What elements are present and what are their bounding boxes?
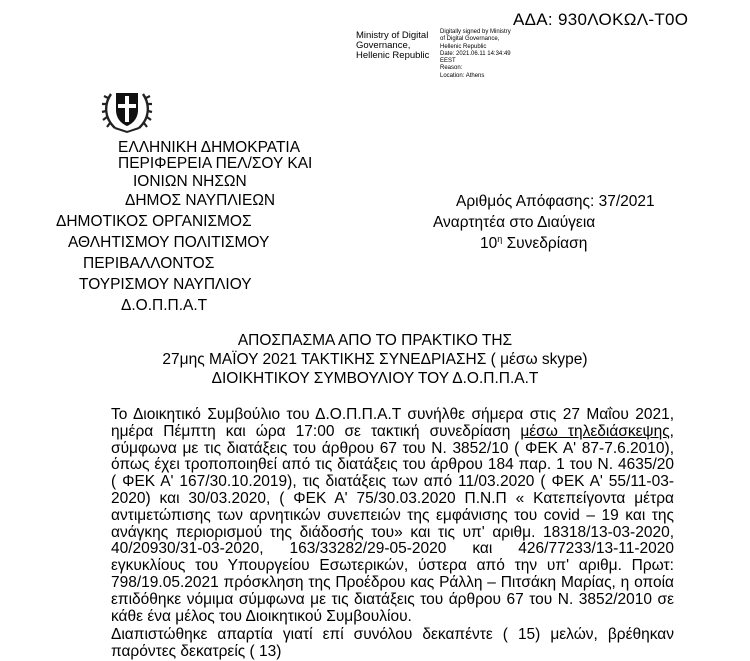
extract-title-line-2: 27μης ΜΑΪΟΥ 2021 ΤΑΚΤΙΚΗΣ ΣΥΝΕΔΡΙΑΣΗΣ ( μέσω skype) xyxy=(162,351,588,368)
signature-authority xyxy=(356,31,429,61)
signature-authority-line: Hellenic Republic xyxy=(356,50,430,61)
signature-detail-line: Reason: xyxy=(440,65,463,72)
header-line: ΤΟΥΡΙΣΜΟΥ ΝΑΥΠΛΙΟΥ xyxy=(79,276,252,293)
header-line: ΙΟΝΙΩΝ ΝΗΣΩΝ xyxy=(133,173,247,190)
header-line: ΔΗΜΟΤΙΚΟΣ ΟΡΓΑΝΙΣΜΟΣ xyxy=(56,213,252,230)
signature-detail-line: Date: 2021.06.11 14:34:49 xyxy=(440,50,511,57)
header-line: ΔΗΜΟΣ ΝΑΥΠΛΙΕΩΝ xyxy=(125,192,276,209)
signature-detail-line: Location: Athens xyxy=(440,72,485,79)
header-line: ΠΕΡΙΦΕΡΕΙΑ ΠΕΛ/ΣΟΥ ΚΑΙ xyxy=(118,155,313,172)
teleconference-text: μέσω τηλεδιάσκεψης, xyxy=(520,422,674,440)
minutes-paragraph-2: Διαπιστώθηκε απαρτία γιατί επί συνόλου δεκαπέντε ( 15) μελών, βρέθηκαν παρόντες δεκατρείς ( 13) xyxy=(111,626,674,661)
ada-code: ΑΔΑ: 930ΛΟΚΩΛ-Τ0Ο xyxy=(513,10,689,29)
greek-emblem-icon xyxy=(101,86,153,134)
session-number xyxy=(480,234,587,253)
signature-detail-line: Digitally signed by Ministry xyxy=(440,29,511,35)
minutes-body xyxy=(111,407,674,661)
header-line: Δ.Ο.Π.Π.Α.Τ xyxy=(121,297,208,314)
signature-detail-line: EEST xyxy=(440,58,456,65)
signature-detail-line: of Digital Governance, xyxy=(440,36,500,43)
extract-title-line-3: ΔΙΟΙΚΗΤΙΚΟΥ ΣΥΜΒΟΥΛΙΟΥ ΤΟΥ Δ.Ο.Π.Π.Α.Τ xyxy=(211,370,539,387)
session-ordinal-suffix: η xyxy=(497,233,503,244)
header-line: ΕΛΛΗΝΙΚΗ ΔΗΜΟΚΡΑΤΙΑ xyxy=(118,139,301,156)
paragraph-text: σύμφωνα με τις διατάξεις του άρθρου 67 του Ν. 3852/10 ( ΦΕΚ Α' 87-7.6.2010), όπως έχει τροποποιηθεί από τις διατάξεις του άρθρου 184 παρ. 1 του Ν. 4635/20 ( ΦΕΚ Α' 167/30.10.2019), τις διατάξεις των από 11/03.2020 ( ΦΕΚ Α' 55/11-03-2020) και 30/03.2020, ( ΦΕΚ Α' 75/30.03.2020 Π.Ν.Π « Κατεπείγοντα μέτρα αντιμετώπισης των αρνητικών συνεπειών της εμφάνισης του covid – 19 και της ανάγκης περιορισμού της διάδοσής του» και τις υπ' αριθμ. 18318/13-03-2020, 40/20930/31-03-2020, 163/33282/29-05-2020 και 426/77233/13-11-2020 εγκυκλίους του Υπουργείου Εσωτερικών, ύστερα από την υπ' αριθμ. Πρωτ: 798/19.05.2021 πρόσκληση της Προέδρου κας Ράλλη – Πιτσάκη Μαρίας, η οποία επιδόθηκε νόμιμα σύμφωνα με τις διατάξεις του άρθρου 67 του Ν. 3852/2010 σε κάθε ένα μέλος του Διοικητικού Συμβουλίου. xyxy=(111,439,674,625)
minutes-paragraph-1 xyxy=(111,407,674,625)
signature-authority-line: Ministry of Digital xyxy=(356,30,429,41)
header-line: ΑΘΛΗΤΙΣΜΟΥ ΠΟΛΙΤΙΣΜΟΥ xyxy=(68,234,270,251)
diavgeia-posting: Αναρτητέα στο Διαύγεια xyxy=(433,214,596,231)
session-label: Συνεδρίαση xyxy=(502,235,588,252)
signature-detail-line: Hellenic Republic xyxy=(440,43,487,50)
decision-number: Αριθμός Απόφασης: 37/2021 xyxy=(456,193,655,210)
paragraph-text: Το Διοικητικό Συμβούλιο του Δ.Ο.Π.Π.Α.Τ συνήλθε σήμερα στις 27 Μαΐου 2021, ημέρα Πέμπτη και ώρα 17:00 σε τακτική συνεδρίαση xyxy=(111,406,674,440)
header-line: ΠΕΡΙΒΑΛΛΟΝΤΟΣ xyxy=(83,255,215,272)
session-ordinal: 10 xyxy=(480,235,498,252)
digital-signature-details xyxy=(440,29,511,80)
signature-authority-line: Governance, xyxy=(356,40,411,51)
extract-title-line-1: ΑΠΟΣΠΑΣΜΑ ΑΠΟ ΤΟ ΠΡΑΚΤΙΚΟ ΤΗΣ xyxy=(237,332,513,349)
